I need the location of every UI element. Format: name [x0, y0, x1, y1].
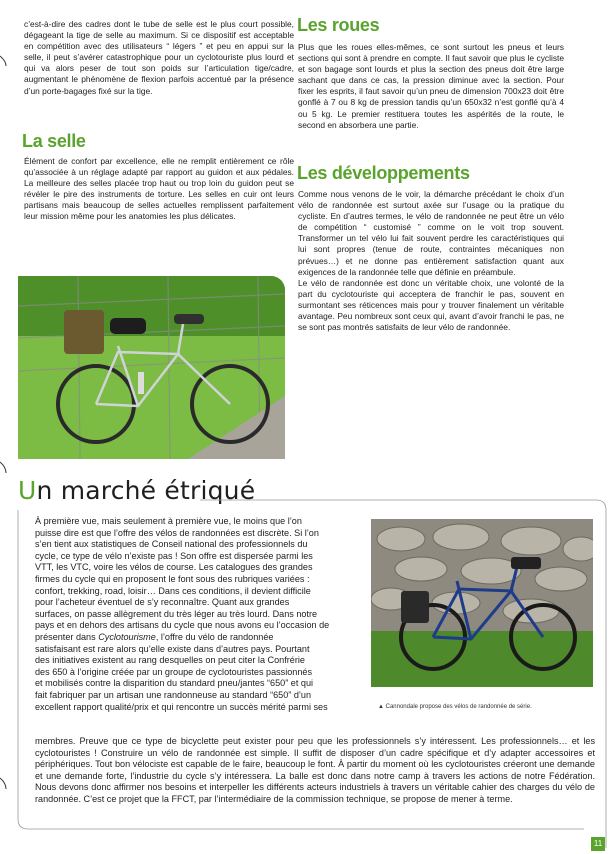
developpements-paragraphs — [298, 189, 564, 333]
lead-line: fait fabriquer par un artisan une randonneuse au standard “650” d’un — [35, 689, 312, 700]
lead-line: pour l’acheteur éventuel de s’y reconnaître. Quant aux grandes — [35, 597, 290, 608]
magazine-name: Cyclotourisme — [98, 631, 156, 642]
section-title-developpements: Les développements — [297, 163, 470, 183]
lead-line: et mobilisés contre la disparition du standard pneu/jantes “650” et qui — [35, 678, 314, 689]
lead-line: surfaces, on passe allègrement du très léger au très lourd. Dans notre — [35, 608, 318, 619]
lead-line: VTT, les VTC, voire les vélos de course. Les catalogues des grandes — [35, 562, 313, 573]
developpements-text-2: Le vélo de randonnée est donc un véritable choix, une volonté de la part du cyclotouriste qui acceptera de franchir le pas, souvent en surmontant ses réticences mais pour y trouver finalement un véritable avantage. Peu nombreux sont ceux qui, avant d’avoir franchi le pas, ne se sont pas montrés satisfaits de leur vélo de randonnée. — [298, 277, 564, 333]
title-rest: n marché étriqué — [36, 476, 256, 505]
marche-continuation-text: membres. Preuve que ce type de bicyclette peut exister pour peu que les professionnels s’y intéressent. Les professionnels… et les cyclotouristes ! Construire un vélo de randonnée est simple. Il suffit de disposer d’un cadre spécifique et d’y adapter accessoires et périphériques. Tout bon véloci​ste est capable de le faire, beaucoup le font. À partir du moment où les cyclotouristes créeront une demande et une demande forte, l’industrie du cycle s’y intéressera. La balle est donc dans notre camp à travers les actions de notre Fédération. Nous devons donc affirmer nos besoins et interpeller les différents acteurs industriels à travers un véritable cahier des charges du vélo de randonnée. C’est ce projet que la FFCT, par l’intermédiaire de la commission technique, se propose de mener à terme. — [35, 736, 595, 804]
lead-line — [35, 632, 362, 644]
bike-photo-grass — [18, 276, 285, 459]
la-selle-text: Élément de confort par excellence, elle ne remplit entièrement ce rôle qu’associée à un réglage adapté par rapport au guidon et aux pédales. La meilleure des selles placée trop haut ou trop loin du guidon peut se révéler le pire des instruments de torture. Les selles en cuir ont leurs partisans mais beaucoup de selles actuelles remplissent parfaitement leur mission même pour les anatomies les plus délicates. — [24, 156, 294, 222]
lead-line: excellent rapport qualité/prix et qui rencontre un succès mérité parmi ses — [35, 701, 328, 712]
photo-caption — [378, 704, 532, 710]
section-title-la-selle: La selle — [22, 131, 86, 151]
la-selle-paragraph — [24, 156, 294, 223]
lead-line: cycle, ce type de vélo n’existe pas ! Son offre est dispersée parmi les — [35, 550, 313, 561]
lead-line: satisfaisant est rare alors qu’elle existe dans d’autres pays. Pourtant — [35, 643, 310, 654]
section-title-les-roues: Les roues — [297, 15, 380, 35]
cannondale-illustration — [371, 519, 593, 687]
lead-line-end: , l’offre du vélo de randonnée — [155, 631, 274, 642]
bike-photo-stone-wall — [371, 519, 593, 687]
lead-line: À première vue, mais seulement à première vue, le moins que l’on — [35, 516, 302, 526]
lead-line-start: présenter dans — [35, 631, 96, 642]
lead-line: s’en tient aux statistiques de Conseil national des professionnels du — [35, 539, 308, 550]
caption-triangle-icon: ▲ — [378, 704, 384, 710]
lead-line: pays et en dehors des artisans du cycle que nous avons eu l’occasion de — [35, 620, 330, 631]
intro-text: c’est-à-dire des cadres dont le tube de selle est le plus court possible, dégageant la tige de selle au maximum. Si ce dispositif est acceptable en compétition avec des utilisateurs “ légers ” et peu en appui sur la selle, il peut s’avérer catastrophique pour un cyclotouriste plus lourd et qui va alors peser de tout son poids sur l’articulation tige/cadre, augmentant le phénomène de flexion parfois accentué par la présence d’un porte-bagages fixé sur la tige. — [24, 19, 294, 96]
bike-illustration — [18, 276, 285, 459]
marche-continuation — [35, 736, 595, 806]
intro-paragraph — [24, 19, 294, 97]
lead-line: des 650 à l’origine créée par un groupe de cyclotouristes passionnés — [35, 666, 313, 677]
title-initial: U — [18, 476, 37, 505]
developpements-text-1: Comme nous venons de le voir, la démarche précédant le choix d’un vélo de randonnée est surtout axée sur l’usage ou la pratique du cycliste. En d’autres termes, le vélo de randonnée ne peut être un vélo de compétition “ customisé ” comme on le voit trop souvent. Transformer un tel vélo lui fait souvent perdre les caractéristiques qui lui sont propres (tenue de route, contraintes mécaniques non prévues…) et ne donne pas entièrement satisfaction quant aux exigences de la randonnée telle que définie en préambule. — [298, 189, 564, 277]
les-roues-paragraph — [298, 42, 564, 131]
les-roues-text: Plus que les roues elles-mêmes, ce sont surtout les pneus et leurs sections qui sont à prendre en compte. Il faut savoir que plus le cycliste et son bagage sont lourds et plus la section des pneus doit être large sachant que dans ce cas, la pression diminue avec la section. Pour fixer les esprits, il faut savoir qu’un pneu de dimension 700x23 doit être gonflé à 7 ou 8 kg de pression tandis qu’un 650x32 n’est gonflé qu’à 4 ou 5 kg. Le premier restituera toutes les aspérités de la route, le second en absorbera une partie. — [298, 42, 564, 130]
lead-line: puisse dire est que l’offre des vélos de randonnées est discrète. Si l’on — [35, 527, 319, 538]
lead-line: des initiatives existent au rang desquelles on peut citer la Confrérie — [35, 655, 305, 666]
binding-marks — [0, 0, 12, 854]
section-title-marche — [18, 476, 255, 505]
page-number: 11 — [591, 837, 605, 851]
marche-lead — [35, 516, 362, 713]
lead-line: firmes du cycle qui en proposent le font sous des rubriques variées : — [35, 573, 310, 584]
lead-line: confort, trekking, road, loisir… Dans ces conditions, il devient difficile — [35, 585, 311, 596]
caption-text: Cannondale propose des vélos de randonnée de série. — [385, 704, 532, 710]
